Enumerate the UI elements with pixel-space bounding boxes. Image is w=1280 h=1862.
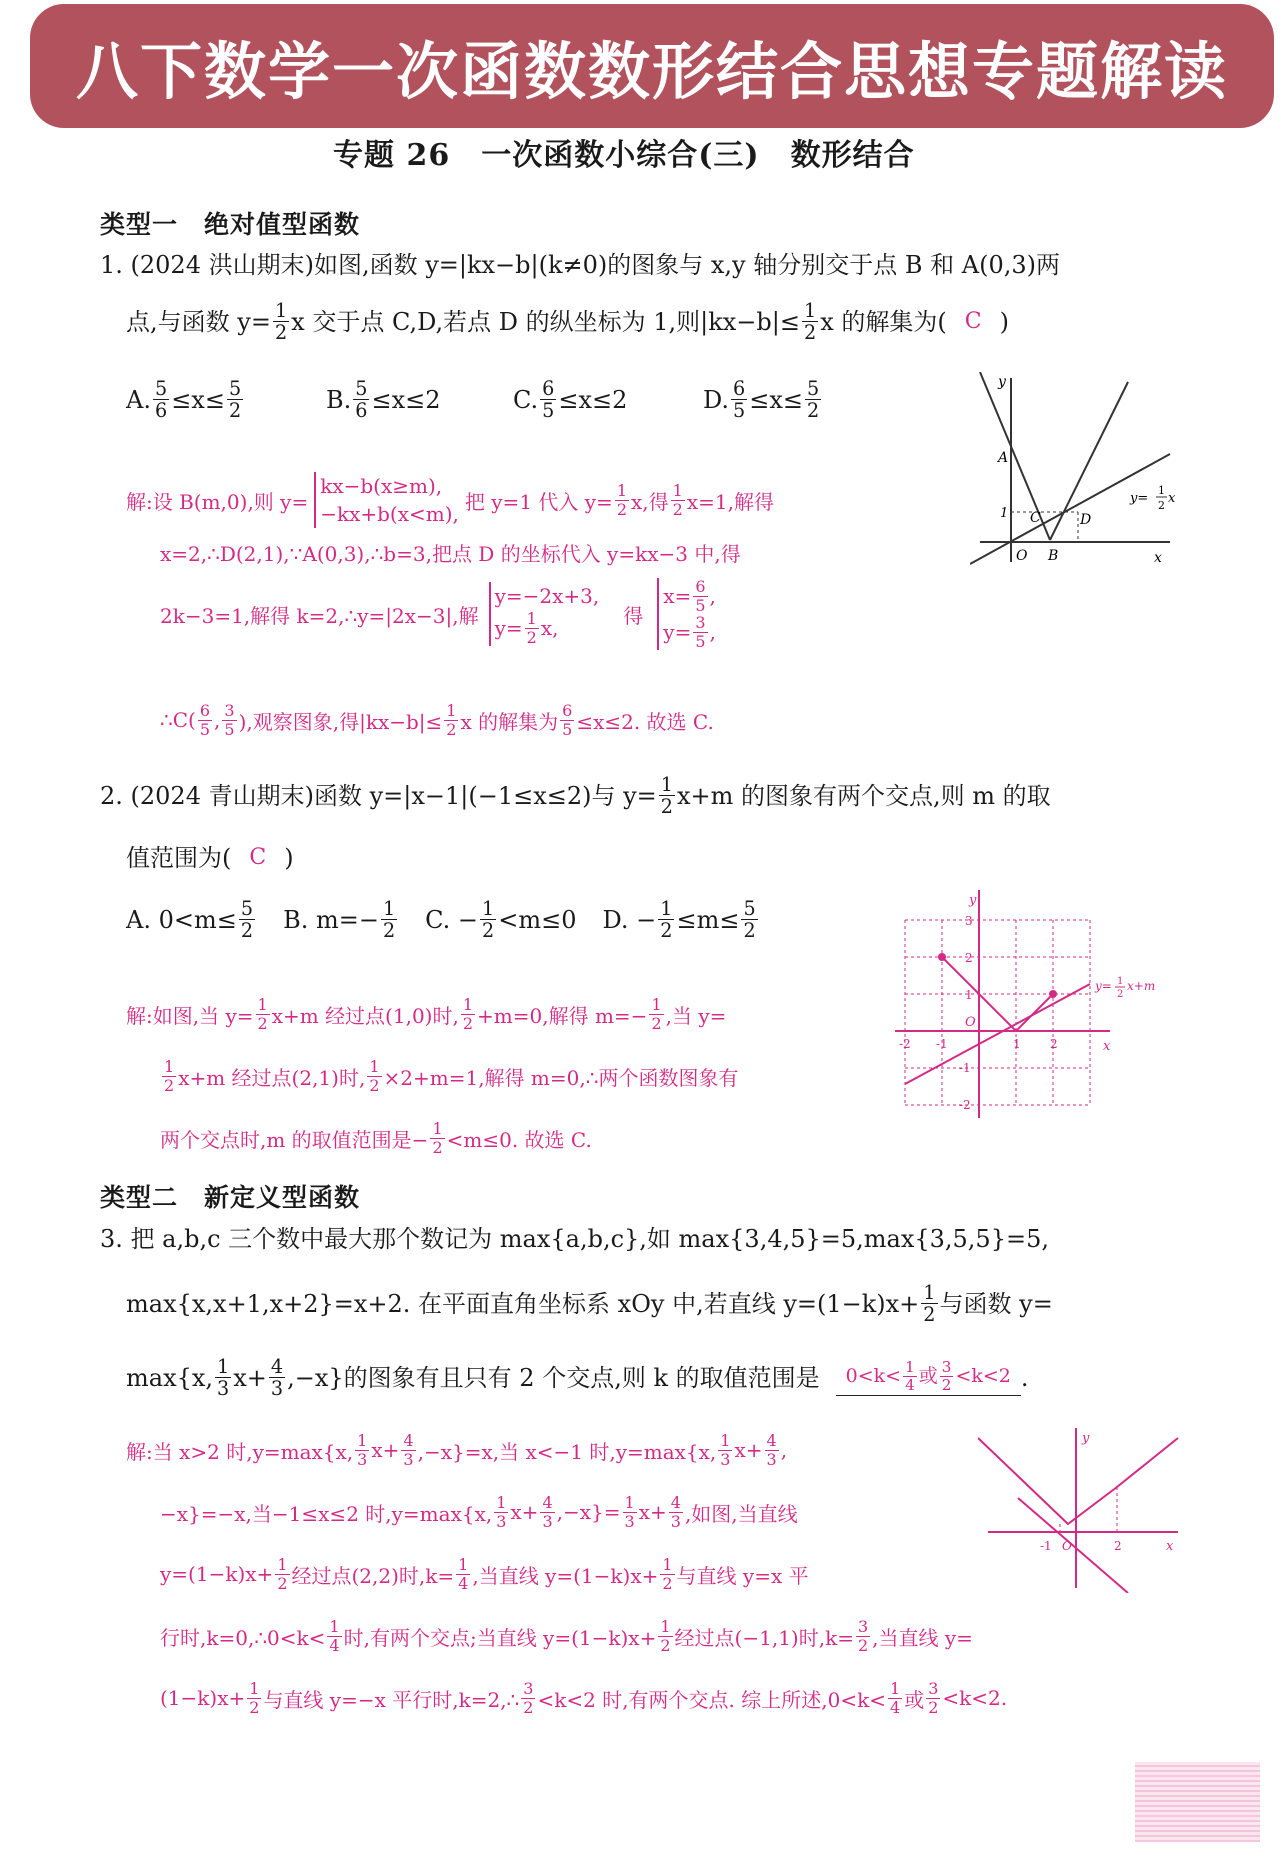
svg-text:1: 1 [1158,484,1165,497]
q3-solution-line1: 解:当 x>2 时,y=max{x, $\frac{1}{3}$ x+ $\frac{4}{3}$ ,−x}=x,当 x<−1 时,y=max{x, $\frac{1}{3}$ x+ $\frac{4}{3}$ , [126,1431,788,1469]
svg-text:O: O [1062,1539,1072,1553]
q2-options: A. 0<m≤ $\frac{5}{2}$ B. m=− $\frac{1}{2}$ C. − $\frac{1}{2}$ <m≤0 D. − $\frac{1}{2}$ ≤m≤ $\frac{5}{2}$ [126,897,756,943]
q2-solution-line1: 解:如图,当 y= $\frac{1}{2}$ x+m 经过点(1,0)时, $\frac{1}{2}$ +m=0,解得 m=− $\frac{1}{2}$ ,当 y= [126,995,727,1033]
svg-text:2: 2 [965,951,973,965]
q2-graph [895,890,1190,1120]
q3-solution-line3: y=(1−k)x+ $\frac{1}{2}$ 经过点(2,2)时,k= $\frac{1}{4}$ ,当直线 y=(1−k)x+ $\frac{1}{2}$ 与直线 y=x 平 [160,1555,809,1593]
q1-graph-D: D [1080,512,1092,528]
q1-text: x 交于点 C,D,若点 D 的纵坐标为 1,则|kx−b|≤ [291,307,800,336]
q3-graph [978,1428,1188,1593]
q1-option-a: A. $\frac{5}{6}$ ≤x≤ $\frac{5}{2}$ [126,377,242,423]
svg-text:3: 3 [965,914,973,928]
svg-text:-2: -2 [959,1098,971,1112]
q1-graph-O: O [1016,548,1028,564]
q1-answer: C [964,308,982,334]
svg-text:-1: -1 [936,1037,948,1051]
svg-text:y: y [1082,1431,1090,1446]
svg-text:x: x [1166,1539,1174,1554]
section-type-one: 类型一 绝对值型函数 [100,210,361,239]
svg-text:2: 2 [1114,1539,1122,1553]
q2-answer: C [249,845,267,870]
q2-line2: 值范围为( C ) [126,844,294,872]
q2-solution-line3: 两个交点时,m 的取值范围是− $\frac{1}{2}$ <m≤0. 故选 C. [160,1119,592,1157]
svg-text:2: 2 [1050,1037,1058,1051]
q3-solution-line2: −x}=−x,当−1≤x≤2 时,y=max{x, $\frac{1}{3}$ x+ $\frac{4}{3}$ ,−x}= $\frac{1}{3}$ x+ $\frac{4}{3}$ ,如图,当直线 [160,1493,798,1531]
q1-solution-line1: 解:设 B(m,0),则 y= kx−b(x≥m), −kx+b(x<m), 把 y=1 代入 y= $\frac{1}{2}$ x,得 $\frac{1}{2}$ x=1,解得 [126,474,774,526]
q1-graph [970,372,1190,572]
section-type-two: 类型二 新定义型函数 [100,1183,361,1212]
q1-solution-line2: x=2,∴D(2,1),∵A(0,3),∴b=3,把点 D 的坐标代入 y=kx−3 中,得 [160,542,741,566]
q1-option-c: C. $\frac{6}{5}$ ≤x≤ 2 [513,377,628,423]
svg-text:1: 1 [965,988,973,1002]
q3-line3: max{x, $\frac{1}{3}$ x+ $\frac{4}{3}$ ,−x}的图象有且只有 2 个交点,则 k 的取值范围是 0<k< $\frac{1}{4}$ 或 $\frac{3}{2}$ <k<2 . [126,1355,1029,1401]
q1-graph-C: C [1030,510,1041,526]
svg-text:x: x [1168,491,1176,506]
topic-title: 专题 26 一次函数小综合(三) 数形结合 [333,138,915,173]
q1-text: x 的解集为( [820,307,947,336]
svg-text:1: 1 [1013,1037,1021,1051]
q1-text: ) [999,307,1009,336]
fraction: $\frac{1}{2}$ [274,299,288,345]
q3-line2: max{x,x+1,x+2}=x+2. 在平面直角坐标系 xOy 中,若直线 y=(1−k)x+ $\frac{1}{2}$ 与函数 y= [126,1281,1053,1327]
svg-text:-2: -2 [899,1037,911,1051]
svg-text:2: 2 [1158,499,1165,512]
q1-graph-y: y [998,374,1006,390]
decorative-strip [1135,1762,1260,1842]
q1-line2 [126,300,1009,343]
q3-answer: 0<k< $\frac{1}{4}$ 或 $\frac{3}{2}$ <k<2 [836,1359,1021,1396]
q2-line1: 2. (2024 青山期末)函数 y=|x−1|(−1≤x≤2)与 y= $\frac{1}{2}$ x+m 的图象有两个交点,则 m 的取 [100,773,1051,819]
q1-graph-B: B [1048,548,1059,564]
q3-line1: 3. 把 a,b,c 三个数中最大那个数记为 max{a,b,c},如 max{3,4,5}=5,max{3,5,5}=5, [100,1225,1049,1253]
q1-option-b: B. $\frac{5}{6}$ ≤x≤ 2 [326,377,441,423]
banner-title: 八下数学一次函数数形结合思想专题解读 [75,34,1228,108]
svg-text:x: x [1103,1039,1111,1054]
q1-option-d: D. $\frac{6}{5}$ ≤x≤ $\frac{5}{2}$ [703,377,820,423]
q3-solution-line4: 行时,k=0,∴0<k< $\frac{1}{4}$ 时,有两个交点;当直线 y=(1−k)x+ $\frac{1}{2}$ 经过点(−1,1)时,k= $\frac{3}{2}$ ,当直线 y= [160,1617,973,1655]
svg-text:1: 1 [1117,976,1124,987]
q1-graph-x: x [1154,550,1162,566]
svg-text:y=: y= [1095,979,1112,993]
q1-graph-one: 1 [1000,506,1009,521]
q2-solution-line2: $\frac{1}{2}$ x+m 经过点(2,1)时, $\frac{1}{2}$ ×2+m=1,解得 m=0,∴两个函数图象有 [164,1057,739,1095]
q1-line1: 1. (2024 洪山期末)如图,函数 y=|kx−b|(k≠0)的图象与 x,y 轴分别交于点 B 和 A(0,3)两 [100,251,1060,279]
svg-text:2: 2 [1117,989,1124,1000]
q3-solution-line5: (1−k)x+ $\frac{1}{2}$ 与直线 y=−x 平行时,k=2,∴ $\frac{3}{2}$ <k<2 时,有两个交点. 综上所述,0<k< $\frac{1}{4}$ 或 $\frac{3}{2}$ <k<2. [160,1679,1008,1717]
svg-text:x+m: x+m [1127,979,1156,993]
q1-graph-A: A [998,450,1009,466]
q1-graph-eq: y= [1130,491,1149,506]
svg-text:-1: -1 [959,1061,971,1075]
title-banner [30,4,1274,128]
q1-text: 点,与函数 y= [126,307,271,336]
fraction: $\frac{1}{2}$ [803,299,817,345]
q1-solution-line4: ∴C( $\frac{6}{5}$ , $\frac{3}{5}$ ),观察图象,得|kx−b|≤ $\frac{1}{2}$ x 的解集为 $\frac{6}{5}$ ≤x≤2. 故选 C. [160,701,714,739]
svg-text:O: O [965,1015,976,1030]
q1-solution-line3: 2k−3=1,解得 k=2,∴y=|2x−3|,解 y=−2x+3, y= $\frac{1}{2}$ x, 得 x= $\frac{6}{5}$ , y= $\frac{3}{5}$ , [160,577,716,651]
svg-text:-1: -1 [1040,1539,1052,1553]
svg-text:y: y [969,893,977,908]
